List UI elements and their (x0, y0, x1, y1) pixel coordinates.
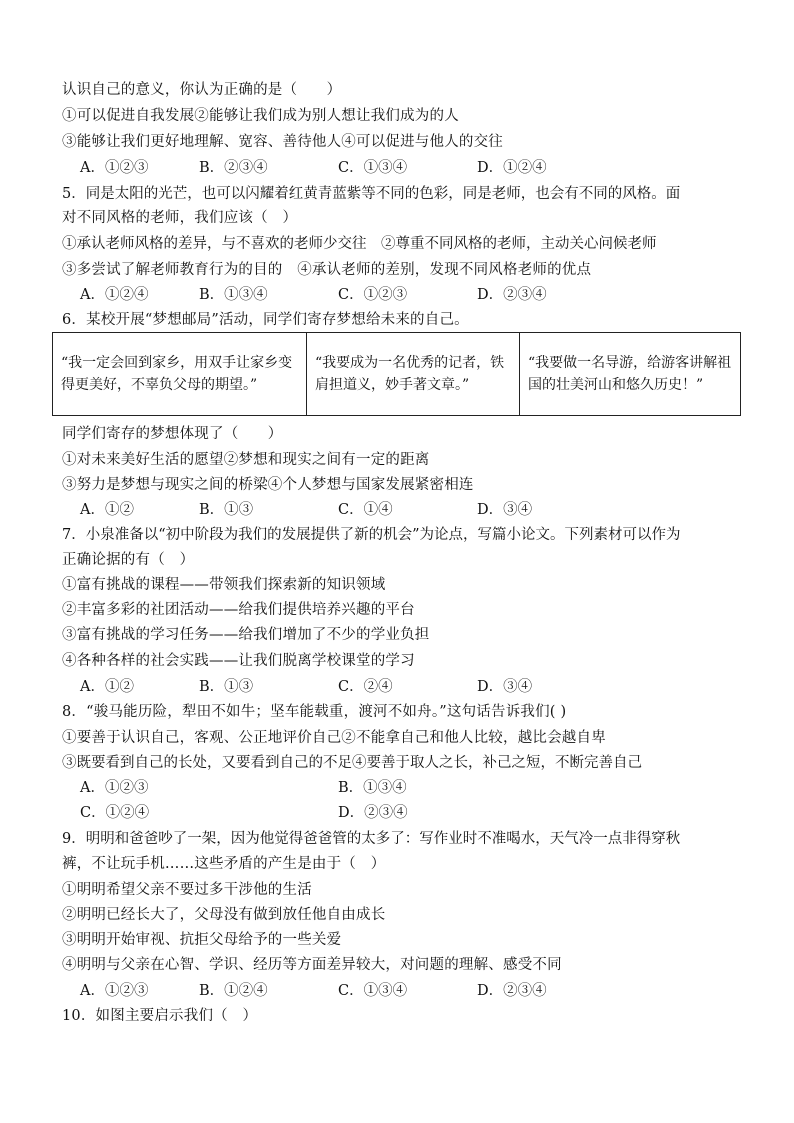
q4-option-b[interactable]: B．②③④ (199, 160, 268, 176)
q9-stem-line-2: 裤，不让玩手机……这些矛盾的产生是由于（ ） (62, 856, 386, 872)
q7-stem-line-1: 7．小泉准备以“初中阶段为我们的发展提供了新的机会”为论点，写篇小论文。下列素材可以作为 (62, 527, 681, 543)
q6-option-d[interactable]: D．③④ (477, 502, 533, 518)
q6-ask: 同学们寄存的梦想体现了（ ） (62, 426, 283, 442)
q7-statement-2: ②丰富多彩的社团活动——给我们提供培养兴趣的平台 (62, 602, 415, 618)
q5-statement-1: ①承认老师风格的差异，与不喜欢的老师少交往 ②尊重不同风格的老师，主动关心问候老师 (62, 236, 657, 252)
q7-option-a[interactable]: A．①② (80, 679, 134, 695)
q5-option-b[interactable]: B．①③④ (199, 287, 268, 303)
q4-statement-2: ③能够让我们更好地理解、宽容、善待他人④可以促进与他人的交往 (62, 134, 503, 150)
q6-statement-1: ①对未来美好生活的愿望②梦想和现实之间有一定的距离 (62, 452, 430, 468)
q5-stem-line-2: 对不同风格的老师，我们应该（ ） (62, 210, 298, 226)
q5-option-d[interactable]: D．②③④ (477, 287, 547, 303)
q4-statement-1: ①可以促进自我发展②能够让我们成为别人想让我们成为的人 (62, 108, 459, 124)
q6-statement-2: ③努力是梦想与现实之间的桥梁④个人梦想与国家发展紧密相连 (62, 477, 474, 493)
q6-option-c[interactable]: C．①④ (338, 502, 393, 518)
q5-option-c[interactable]: C．①②③ (338, 287, 408, 303)
q7-option-b[interactable]: B．①③ (199, 679, 254, 695)
q5-statement-2: ③多尝试了解老师教育行为的目的 ④承认老师的差别，发现不同风格老师的优点 (62, 262, 592, 278)
q6-stem: 6．某校开展“梦想邮局”活动，同学们寄存梦想给未来的自己。 (62, 312, 469, 328)
q7-stem-line-2: 正确论据的有（ ） (62, 552, 195, 568)
q8-stem: 8．“骏马能历险，犁田不如牛；坚车能载重，渡河不如舟。”这句话告诉我们( ) (62, 704, 567, 720)
dream-table (52, 332, 741, 416)
q4-option-a[interactable]: A．①②③ (80, 160, 149, 176)
q7-statement-1: ①富有挑战的课程——带领我们探索新的知识领域 (62, 577, 386, 593)
q5-option-a[interactable]: A．①②④ (80, 287, 149, 303)
q9-stem-line-1: 9．明明和爸爸吵了一架，因为他觉得爸爸管的太多了：写作业时不准喝水，天气冷一点非得穿秋 (62, 831, 681, 847)
q7-option-c[interactable]: C．②④ (338, 679, 393, 695)
q9-statement-2: ②明明已经长大了，父母没有做到放任他自由成长 (62, 907, 386, 923)
q7-statement-4: ④各种各样的社会实践——让我们脱离学校课堂的学习 (62, 653, 415, 669)
q9-statement-3: ③明明开始审视、抗拒父母给予的一些关爱 (62, 932, 342, 948)
q4-stem: 认识自己的意义，你认为正确的是（ ） (62, 82, 342, 98)
q4-option-d[interactable]: D．①②④ (477, 160, 547, 176)
q6-option-a[interactable]: A．①② (80, 502, 134, 518)
q8-option-b[interactable]: B．①③④ (338, 780, 407, 796)
dream-cell-hometown: “我一定会回到家乡，用双手让家乡变得更美好，不辜负父母的期望。” (53, 333, 307, 416)
dream-cell-journalist: “我要成为一名优秀的记者，铁肩担道义，妙手著文章。” (307, 333, 520, 416)
q9-option-b[interactable]: B．①②④ (199, 983, 268, 999)
q8-option-a[interactable]: A．①②③ (80, 780, 149, 796)
q8-option-c[interactable]: C．①②④ (80, 805, 150, 821)
q9-statement-4: ④明明与父亲在心智、学识、经历等方面差异较大，对问题的理解、感受不同 (62, 957, 562, 973)
q7-statement-3: ③富有挑战的学习任务——给我们增加了不少的学业负担 (62, 627, 430, 643)
q10-stem: 10．如图主要启示我们（ ） (62, 1008, 258, 1024)
q9-option-c[interactable]: C．①③④ (338, 983, 408, 999)
q9-option-d[interactable]: D．②③④ (477, 983, 547, 999)
q8-option-d[interactable]: D．②③④ (338, 805, 408, 821)
q9-statement-1: ①明明希望父亲不要过多干涉他的生活 (62, 882, 312, 898)
q8-statement-1: ①要善于认识自己，客观、公正地评价自己②不能拿自己和他人比较，越比会越自卑 (62, 730, 606, 746)
dream-cell-guide: “我要做一名导游，给游客讲解祖国的壮美河山和悠久历史！” (520, 333, 741, 416)
q7-option-d[interactable]: D．③④ (477, 679, 533, 695)
q6-option-b[interactable]: B．①③ (199, 502, 254, 518)
q5-stem-line-1: 5．同是太阳的光芒，也可以闪耀着红黄青蓝紫等不同的色彩，同是老师，也会有不同的风格。面 (62, 186, 681, 202)
q4-option-c[interactable]: C．①③④ (338, 160, 408, 176)
q9-option-a[interactable]: A．①②③ (80, 983, 149, 999)
q8-statement-2: ③既要看到自己的长处，又要看到自己的不足④要善于取人之长，补己之短，不断完善自己 (62, 755, 642, 771)
